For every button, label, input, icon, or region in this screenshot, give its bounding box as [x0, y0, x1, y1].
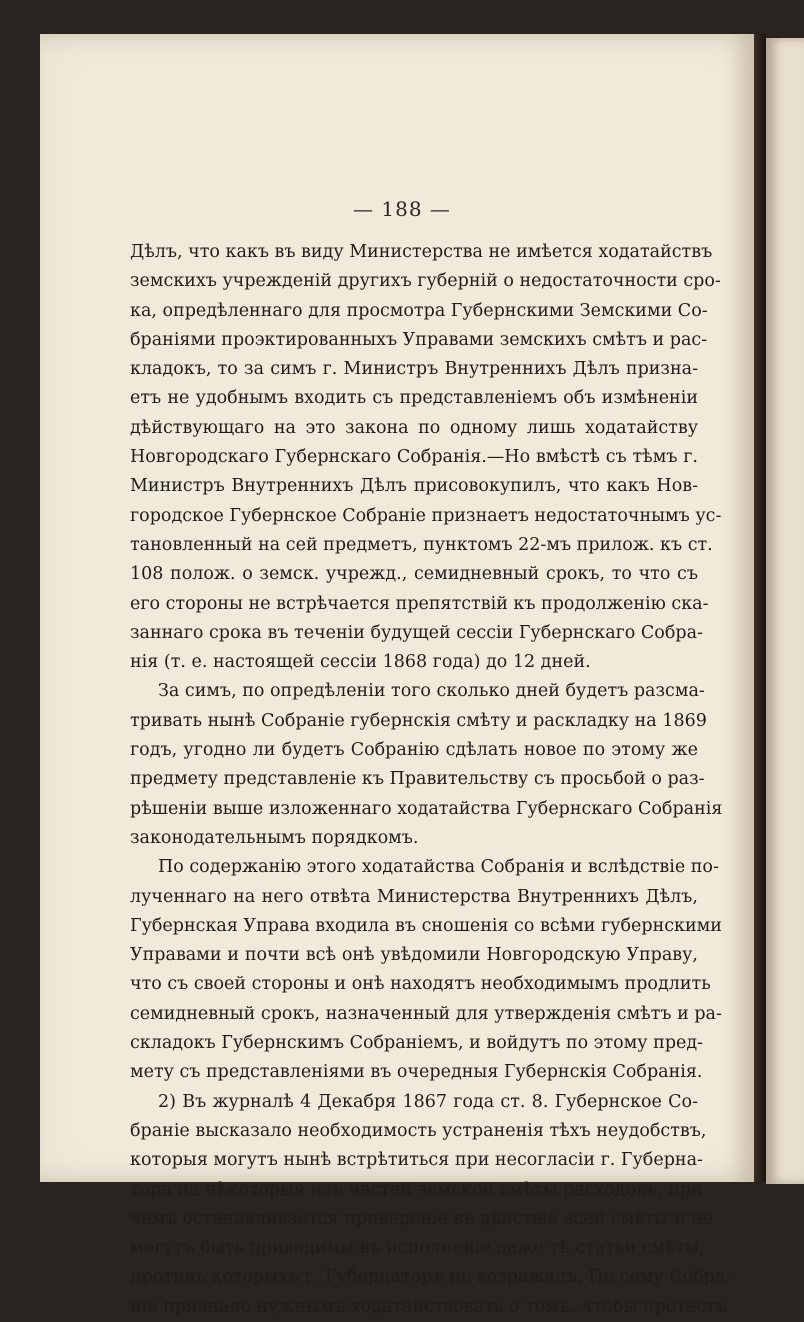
text-line: Губернская Управа входила въ сношенія со всѣми губернскими — [130, 915, 722, 936]
text-line: тановленный на сей предметъ, пунктомъ 22-мъ прилож. къ ст. — [130, 534, 713, 555]
text-line: его стороны не встрѣчается препятствій къ продолженію ска- — [130, 593, 709, 614]
text-line: нія (т. е. настоящей сессіи 1868 года) до 12 дней. — [130, 652, 591, 673]
text-line: предмету представленіе къ Правительству съ просьбой о раз- — [130, 769, 705, 790]
text-line: 2) Въ журналѣ 4 Декабря 1867 года ст. 8. Губернское Со- — [158, 1091, 698, 1112]
text-line: Дѣлъ, что какъ въ виду Министерства не имѣется ходатайствъ — [130, 242, 713, 262]
body-text — [130, 238, 732, 1322]
text-line: которыя могутъ нынѣ встрѣтиться при несогласіи г. Губерна- — [130, 1150, 703, 1171]
text-line: годъ, угодно ли будетъ Собранію сдѣлать новое по этому же — [130, 740, 698, 761]
text-line: браніе высказало необходимость устраненія тѣхъ неудобствъ, — [130, 1120, 707, 1141]
page-number: — 188 — — [353, 197, 451, 221]
text-line: мету съ представленіями въ очередныя Губернскія Собранія. — [130, 1062, 703, 1083]
text-line: семидневный срокъ, назначенный для утвержденія смѣтъ и ра- — [130, 1003, 722, 1024]
text-line: земскихъ учрежденій другихъ губерній о недостаточности сро- — [130, 271, 721, 292]
text-line: Управами и почти всѣ онѣ увѣдомили Новгородскую Управу, — [130, 945, 698, 966]
text-line: тора на нѣкоторыя изъ частей земской смѣты расходовъ, при — [130, 1179, 703, 1200]
text-line: Министръ Внутреннихъ Дѣлъ присовокупилъ, что какъ Нов- — [130, 476, 698, 497]
text-line: ніе признало нужнымъ ходатайствовать о томъ, чтобы протестъ — [130, 1296, 727, 1317]
text-line: городское Губернское Собраніе признаетъ недостаточнымъ ус- — [130, 505, 722, 526]
text-line: лученнаго на него отвѣта Министерства Внутреннихъ Дѣлъ, — [130, 886, 698, 907]
text-line: етъ не удобнымъ входить съ представленіемъ объ измѣненіи — [130, 388, 698, 409]
text-line: Новгородскаго Губернскаго Собранія.—Но вмѣстѣ съ тѣмъ г. — [130, 447, 698, 468]
text-line: тривать нынѣ Собраніе губернскія смѣту и раскладку на 1869 — [130, 710, 707, 731]
text-line: По содержанію этого ходатайства Собранія и вслѣдствіе по- — [158, 857, 719, 878]
text-line: дѣйствующаго на это закона по одному лишь ходатайству — [130, 417, 698, 438]
text-line: противъ которыхъ г. Губернаторъ не возражалъ. По сему Собра- — [130, 1267, 732, 1288]
text-line: ка, опредѣленнаго для просмотра Губернскими Земскими Со- — [130, 300, 708, 321]
text-line: браніями проэктированныхъ Управами земскихъ смѣтъ и рас- — [130, 329, 708, 350]
text-line: рѣшеніи выше изложеннаго ходатайства Губернскаго Собранія — [130, 798, 723, 819]
text-line: складокъ Губернскимъ Собраніемъ, и войдутъ по этому пред- — [130, 1033, 704, 1054]
text-line: что съ своей стороны и онѣ находятъ необходимымъ продлить — [130, 974, 711, 995]
text-line: За симъ, по опредѣленіи того сколько дней будетъ разсма- — [158, 681, 705, 702]
text-line: кладокъ, то за симъ г. Министръ Внутреннихъ Дѣлъ призна- — [130, 359, 698, 380]
text-line: заннаго срока въ теченіи будущей сессіи Губернскаго Собра- — [130, 622, 703, 643]
text-line: 108 полож. о земск. учрежд., семидневный срокъ, то что съ — [130, 564, 698, 585]
text-line: чемъ останавливается приведеніе въ дѣйствіе всей смѣты и не — [130, 1208, 714, 1229]
text-line: могутъ быть приводимы въ исполненіе даже тѣ статьи смѣты, — [130, 1238, 705, 1259]
text-line: законодательнымъ порядкомъ. — [130, 827, 419, 848]
